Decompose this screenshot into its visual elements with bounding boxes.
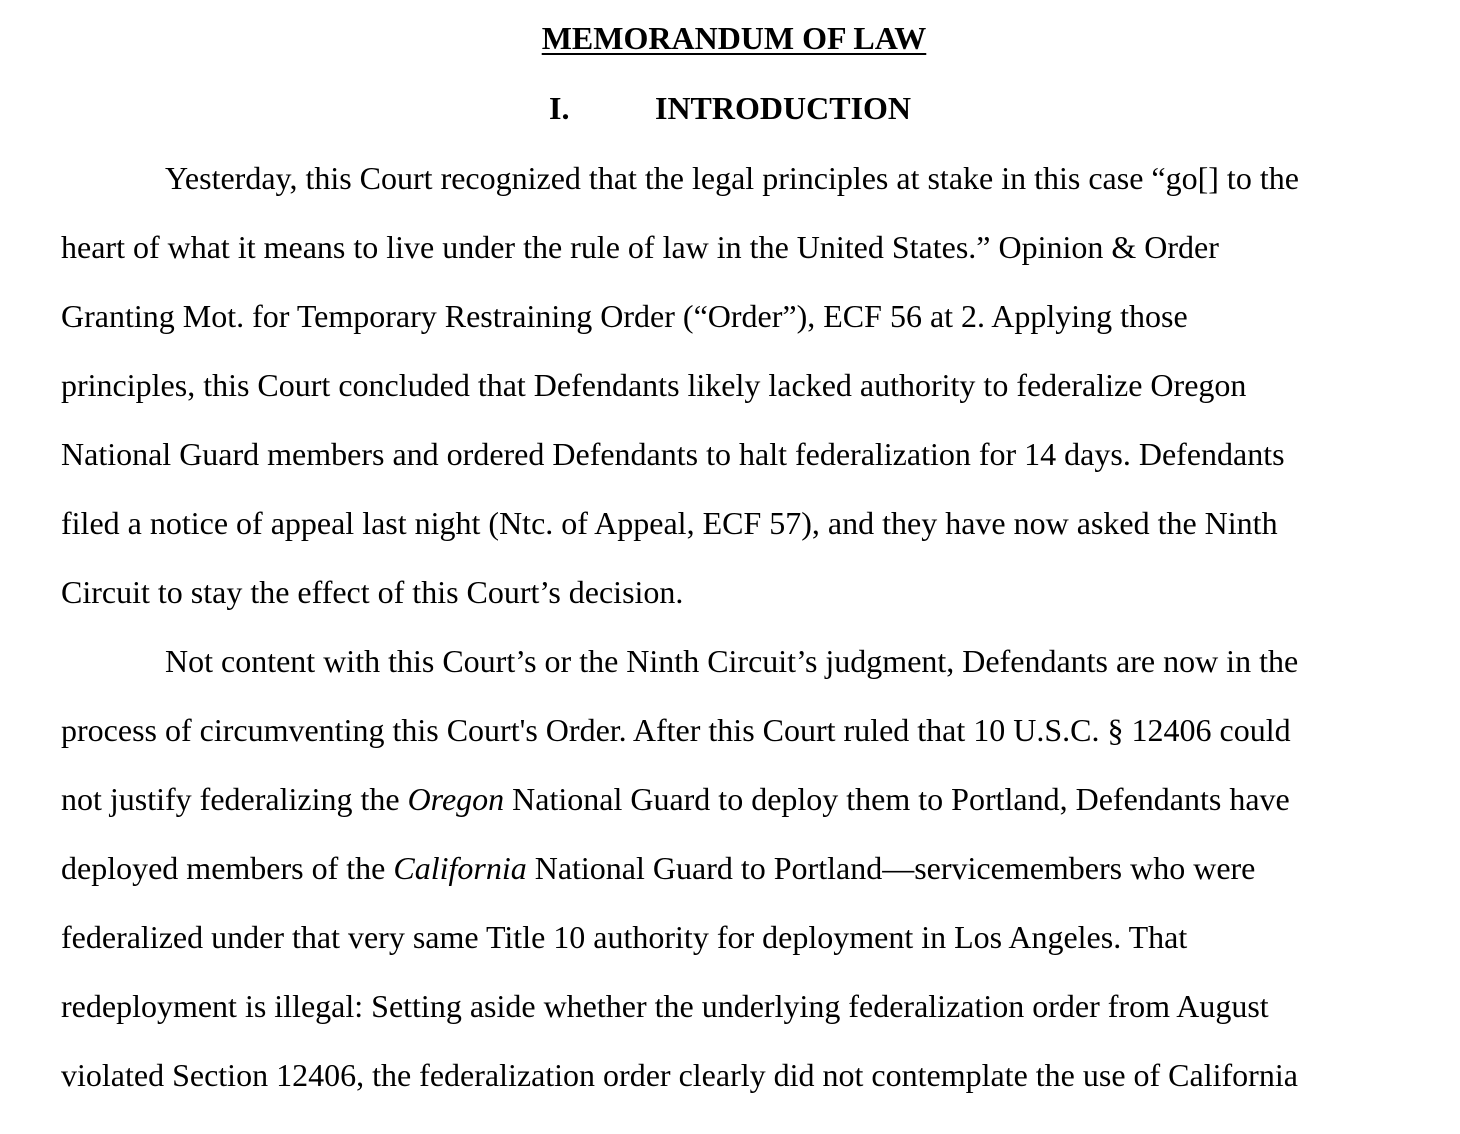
paragraph-line: filed a notice of appeal last night (Ntc. of Appeal, ECF 57), and they have now asked the Ninth <box>61 505 1278 541</box>
paragraph-line: violated Section 12406, the federalization order clearly did not contemplate the use of California <box>61 1057 1298 1093</box>
paragraph-line: Not content with this Court’s or the Ninth Circuit’s judgment, Defendants are now in the <box>165 643 1299 679</box>
body-text <box>61 144 1399 1110</box>
paragraph-line: redeployment is illegal: Setting aside whether the underlying federalization order from August <box>61 988 1269 1024</box>
paragraph-line: process of circumventing this Court's Order. After this Court ruled that 10 U.S.C. § 12406 could <box>61 712 1291 748</box>
line-text: National Guard to Portland—servicemembers who were <box>526 850 1256 886</box>
memorandum-title: MEMORANDUM OF LAW <box>541 20 927 56</box>
line-text: National Guard to deploy them to Portland, Defendants have <box>504 781 1290 817</box>
paragraph-line <box>61 765 1399 834</box>
paragraph-1 <box>61 144 1399 627</box>
italic-term-california: California <box>393 850 527 886</box>
paragraph-2 <box>61 627 1399 1110</box>
line-text: deployed members of the <box>61 850 394 886</box>
section-number: I. <box>548 90 570 126</box>
paragraph-line: Granting Mot. for Temporary Restraining Order (“Order”), ECF 56 at 2. Applying those <box>61 298 1188 334</box>
paragraph-line: principles, this Court concluded that Defendants likely lacked authority to federalize Oregon <box>61 367 1247 403</box>
italic-term-oregon: Oregon <box>407 781 505 817</box>
line-text: not justify federalizing the <box>61 781 408 817</box>
paragraph-line: National Guard members and ordered Defendants to halt federalization for 14 days. Defendants <box>61 436 1285 472</box>
paragraph-line: heart of what it means to live under the rule of law in the United States.” Opinion & Order <box>61 229 1219 265</box>
paragraph-line: Yesterday, this Court recognized that the legal principles at stake in this case “go[] to the <box>165 160 1299 196</box>
section-heading-text: INTRODUCTION <box>654 90 912 126</box>
paragraph-line: federalized under that very same Title 10 authority for deployment in Los Angeles. That <box>61 919 1188 955</box>
paragraph-line: Circuit to stay the effect of this Court’s decision. <box>61 574 684 610</box>
paragraph-line <box>61 834 1399 903</box>
section-heading <box>0 88 1460 128</box>
